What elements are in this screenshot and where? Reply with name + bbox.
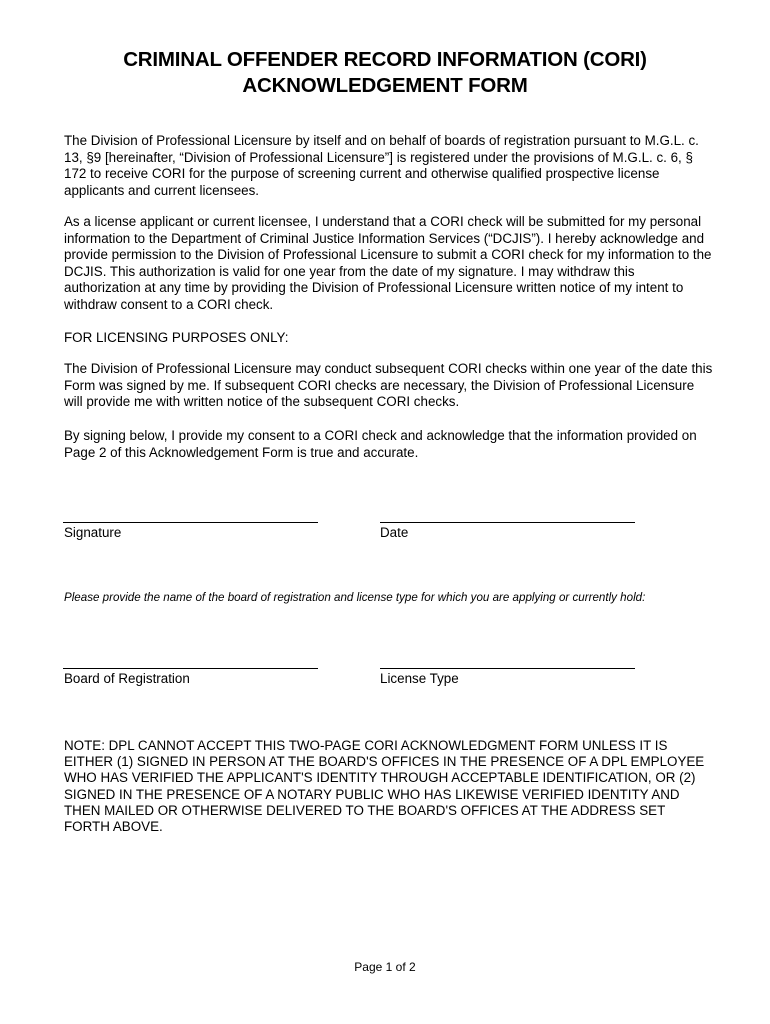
board-line[interactable] bbox=[63, 668, 318, 669]
signature-label: Signature bbox=[64, 525, 122, 540]
authorization-paragraph: As a license applicant or current licensee, I understand that a CORI check will be submitted for my personal information to the Department of Criminal Justice Information Services (“DCJIS”). I hereby acknowledge and provide permission to the Division of Professional Licensure to submit a CORI check for my information to the DCJIS. This authorization is valid for one year from the date of my signature. I may withdraw this authorization at any time by providing the Division of Professional Licensure written notice of my intent to withdraw consent to a CORI check. bbox=[64, 214, 712, 312]
date-line[interactable] bbox=[380, 522, 635, 523]
license-type-label: License Type bbox=[380, 671, 459, 686]
consent-paragraph: By signing below, I provide my consent to a CORI check and acknowledge that the information provided on Page 2 of this Acknowledgement Form is true and accurate. bbox=[64, 428, 697, 460]
board-label: Board of Registration bbox=[64, 671, 190, 686]
license-type-line[interactable] bbox=[380, 668, 635, 669]
date-label: Date bbox=[380, 525, 409, 540]
signature-line[interactable] bbox=[63, 522, 318, 523]
intro-paragraph: The Division of Professional Licensure by itself and on behalf of boards of registration pursuant to M.G.L. c. 13, §9 [hereinafter, “Division of Professional Licensure”] is registered under the provisions of M.G.L. c. 6, § 172 to receive CORI for the purpose of screening current and otherwise qualified prospective license applicants and current licensees. bbox=[64, 133, 699, 198]
form-title bbox=[40, 47, 730, 99]
board-instruction: Please provide the name of the board of registration and license type for which you are applying or currently hold: bbox=[64, 591, 646, 604]
subsequent-checks-paragraph: The Division of Professional Licensure may conduct subsequent CORI checks within one year of the date this Form was signed by me. If subsequent CORI checks are necessary, the Division of Professional Licensure will provide me with written notice of the subsequent CORI checks. bbox=[64, 361, 713, 410]
licensing-purposes-heading: FOR LICENSING PURPOSES ONLY: bbox=[64, 330, 289, 345]
title-line-2: ACKNOWLEDGEMENT FORM bbox=[242, 74, 528, 97]
page-indicator: Page 1 of 2 bbox=[354, 960, 416, 974]
title-line-1: CRIMINAL OFFENDER RECORD INFORMATION (CORI) bbox=[123, 48, 647, 71]
submission-note: NOTE: DPL CANNOT ACCEPT THIS TWO-PAGE CORI ACKNOWLEDGMENT FORM UNLESS IT IS EITHER (1) SIGNED IN PERSON AT THE BOARD'S OFFICES IN THE PRESENCE OF A DPL EMPLOYEE WHO HAS VERIFIED THE APPLICANT'S IDENTITY THROUGH ACCEPTABLE IDENTIFICATION, OR (2) SIGNED IN THE PRESENCE OF A NOTARY PUBLIC WHO HAS LIKEWISE VERIFIED IDENTITY AND THEN MAILED OR OTHERWISE DELIVERED TO THE BOARD'S OFFICES AT THE ADDRESS SET FORTH ABOVE. bbox=[64, 738, 705, 835]
